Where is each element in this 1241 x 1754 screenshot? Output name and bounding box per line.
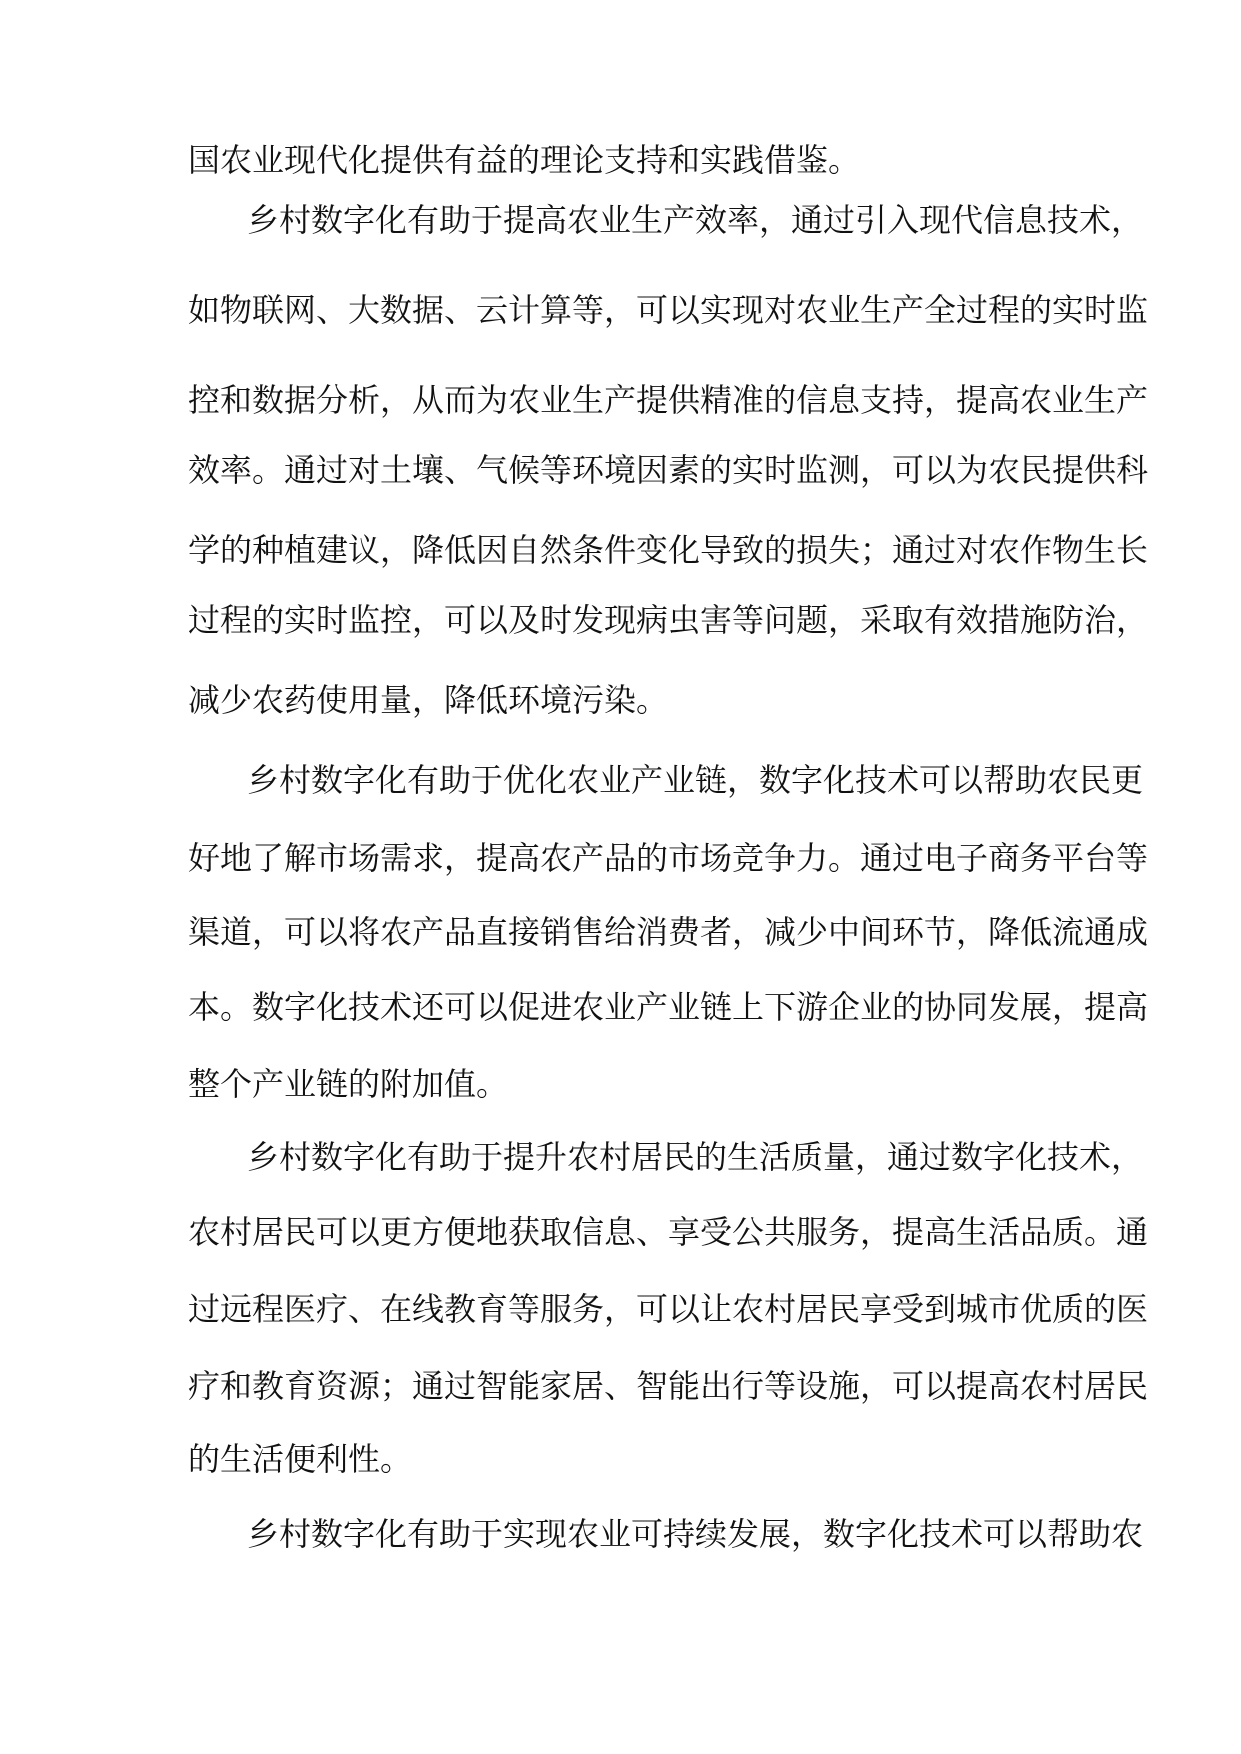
text-line: 乡村数字化有助于实现农业可持续发展，数字化技术可以帮助农 <box>247 1515 1144 1553</box>
text-line: 好地了解市场需求，提高农产品的市场竞争力。通过电子商务平台等 <box>188 839 1149 877</box>
text-line: 国农业现代化提供有益的理论支持和实践借鉴。 <box>188 141 861 179</box>
text-line: 乡村数字化有助于优化农业产业链，数字化技术可以帮助农民更 <box>247 761 1144 799</box>
text-line: 的生活便利性。 <box>188 1440 413 1478</box>
text-line: 乡村数字化有助于提升农村居民的生活质量，通过数字化技术， <box>247 1138 1144 1176</box>
text-line: 学的种植建议，降低因自然条件变化导致的损失；通过对农作物生长 <box>188 531 1149 569</box>
text-line: 本。数字化技术还可以促进农业产业链上下游企业的协同发展，提高 <box>188 988 1149 1026</box>
text-line: 农村居民可以更方便地获取信息、享受公共服务，提高生活品质。通 <box>188 1213 1149 1251</box>
text-line: 过程的实时监控，可以及时发现病虫害等问题，采取有效措施防治， <box>188 601 1149 639</box>
text-line: 乡村数字化有助于提高农业生产效率，通过引入现代信息技术， <box>247 201 1144 239</box>
text-line: 效率。通过对土壤、气候等环境因素的实时监测，可以为农民提供科 <box>188 451 1149 489</box>
text-line: 如物联网、大数据、云计算等，可以实现对农业生产全过程的实时监 <box>188 291 1149 329</box>
text-line: 整个产业链的附加值。 <box>188 1065 509 1103</box>
text-line: 过远程医疗、在线教育等服务，可以让农村居民享受到城市优质的医 <box>188 1290 1149 1328</box>
text-line: 疗和教育资源；通过智能家居、智能出行等设施，可以提高农村居民 <box>188 1367 1149 1405</box>
text-line: 控和数据分析，从而为农业生产提供精准的信息支持，提高农业生产 <box>188 381 1149 419</box>
text-line: 减少农药使用量，降低环境污染。 <box>188 681 669 719</box>
text-line: 渠道，可以将农产品直接销售给消费者，减少中间环节，降低流通成 <box>188 913 1149 951</box>
